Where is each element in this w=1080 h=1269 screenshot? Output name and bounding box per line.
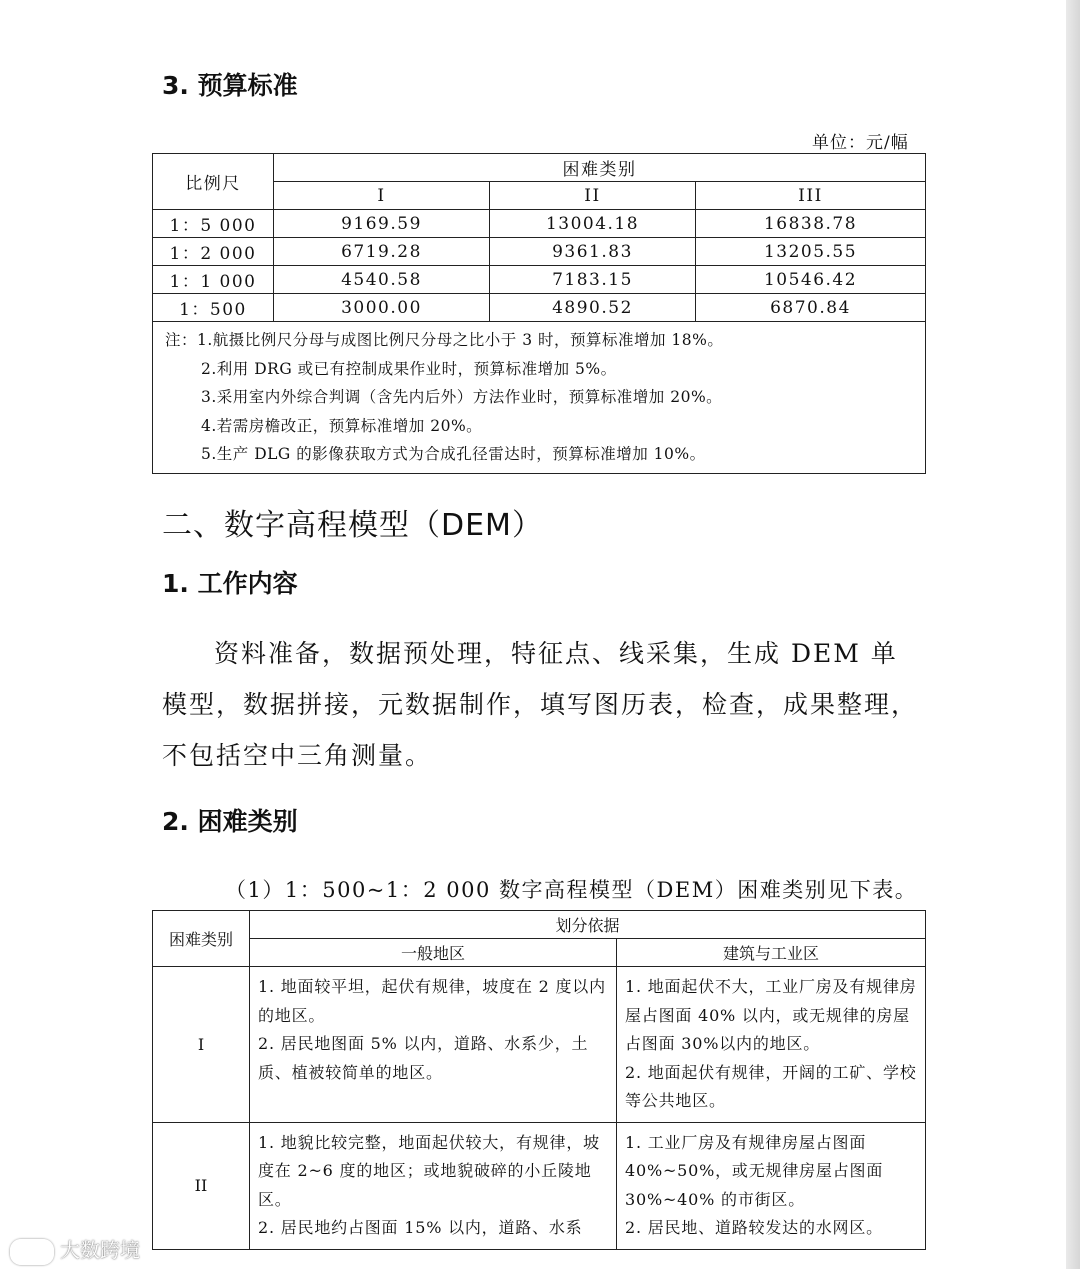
- scale-cell: 1：5 000: [153, 210, 274, 238]
- industrial-area-cell: [617, 1122, 926, 1249]
- general-area-cell: [250, 1122, 617, 1249]
- note-line: 4.若需房檐改正，预算标准增加 20%。: [201, 416, 483, 435]
- criteria-item: 1. 地面较平坦，起伏有规律，坡度在 2 度以内的地区。: [258, 977, 606, 1025]
- value-cell: 4540.58: [274, 266, 490, 294]
- work-content-paragraph: 资料准备，数据预处理，特征点、线采集，生成 DEM 单模型，数据拼接，元数据制作，填写图历表，检查，成果整理，不包括空中三角测量。: [162, 639, 919, 770]
- value-cell: 10546.42: [696, 266, 926, 294]
- watermark: [10, 1234, 140, 1265]
- dem-heading: 二、数字高程模型（DEM）: [162, 508, 543, 543]
- watermark-logo-icon: [10, 1239, 54, 1265]
- scale-cell: 1：1 000: [153, 266, 274, 294]
- unit-label: 单位：元/幅: [812, 133, 909, 153]
- value-cell: 13205.55: [696, 238, 926, 266]
- header-basis: 划分依据: [250, 911, 926, 939]
- table-row: [153, 266, 926, 294]
- criteria-item: 1. 工业厂房及有规律房屋占图面 40%~50%，或无规律房屋占图面 30%~40% 的市街区。: [625, 1132, 884, 1209]
- general-area-cell: [250, 967, 617, 1123]
- table-row: [153, 967, 926, 1123]
- difficulty-intro: （1）1：500~1：2 000 数字高程模型（DEM）困难类别见下表。: [225, 878, 918, 902]
- header-difficulty: 困难类别: [274, 154, 926, 182]
- header-general-area: 一般地区: [250, 939, 617, 967]
- header-class: 困难类别: [153, 911, 250, 967]
- note-line: 3.采用室内外综合判调（含先内后外）方法作业时，预算标准增加 20%。: [201, 388, 723, 406]
- criteria-item: 1. 地貌比较完整，地面起伏较大，有规律，坡度在 2~6 度的地区；或地貌破碎的小丘陵地区。: [258, 1132, 600, 1209]
- note-line: 注：1.航摄比例尺分母与成图比例尺分母之比小于 3 时，预算标准增加 18%。: [165, 331, 724, 349]
- criteria-item: 2. 居民地、道路较发达的水网区。: [625, 1218, 883, 1237]
- value-cell: 6719.28: [274, 238, 490, 266]
- value-cell: 9361.83: [490, 238, 696, 266]
- value-cell: 3000.00: [274, 294, 490, 322]
- section-heading-budget: 3. 预算标准: [162, 71, 298, 100]
- header-class-3: III: [696, 182, 926, 210]
- value-cell: 13004.18: [490, 210, 696, 238]
- table-row: [153, 294, 926, 322]
- value-cell: 7183.15: [490, 266, 696, 294]
- scale-cell: 1：2 000: [153, 238, 274, 266]
- class-cell: I: [153, 967, 250, 1123]
- value-cell: 9169.59: [274, 210, 490, 238]
- page-edge-shadow: [1066, 0, 1080, 1269]
- header-class-2: II: [490, 182, 696, 210]
- value-cell: 16838.78: [696, 210, 926, 238]
- value-cell: 4890.52: [490, 294, 696, 322]
- note-line: 2.利用 DRG 或已有控制成果作业时，预算标准增加 5%。: [201, 359, 617, 378]
- table-row: [153, 238, 926, 266]
- criteria-item: 2. 地面起伏有规律，开阔的工矿、学校等公共地区。: [625, 1062, 917, 1110]
- header-class-1: I: [274, 182, 490, 210]
- table-row: [153, 210, 926, 238]
- note-line: 5.生产 DLG 的影像获取方式为合成孔径雷达时，预算标准增加 10%。: [201, 445, 706, 463]
- criteria-item: 2. 居民地约占图面 15% 以内，道路、水系: [258, 1218, 583, 1237]
- header-industrial-area: 建筑与工业区: [617, 939, 926, 967]
- work-content-heading: 1. 工作内容: [162, 569, 298, 598]
- budget-table: [152, 153, 926, 474]
- table-row: [153, 1122, 926, 1249]
- class-cell: II: [153, 1122, 250, 1249]
- value-cell: 6870.84: [696, 294, 926, 322]
- difficulty-heading: 2. 困难类别: [162, 807, 298, 836]
- industrial-area-cell: [617, 967, 926, 1123]
- criteria-item: 1. 地面起伏不大，工业厂房及有规律房屋占图面 40% 以内，或无规律的房屋占图面 30%以内的地区。: [625, 977, 917, 1053]
- header-scale: 比例尺: [153, 154, 274, 210]
- notes-cell: [153, 322, 926, 474]
- watermark-text: 大数跨境: [60, 1238, 140, 1262]
- criteria-item: 2. 居民地图面 5% 以内，道路、水系少，土质、植被较简单的地区。: [258, 1034, 589, 1082]
- scale-cell: 1：500: [153, 294, 274, 322]
- difficulty-table: [152, 910, 926, 1250]
